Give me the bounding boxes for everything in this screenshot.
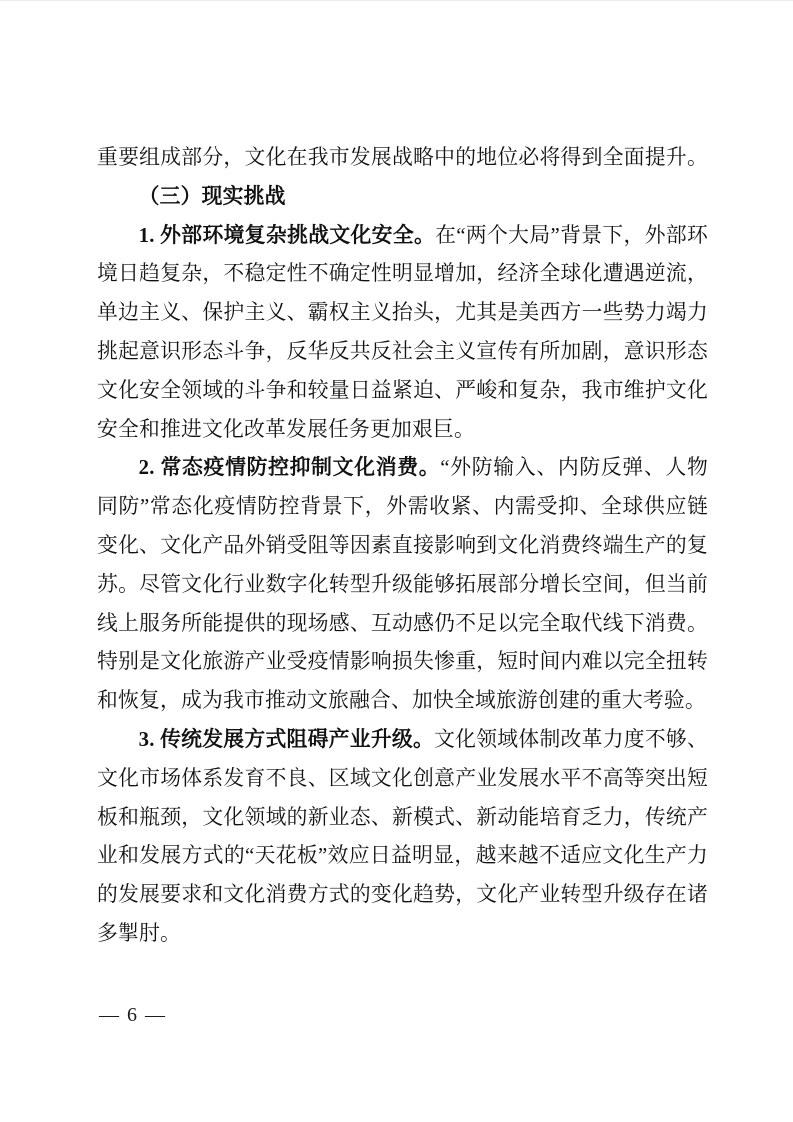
paragraph-2 bbox=[97, 449, 708, 721]
page-number: — 6 — bbox=[99, 1004, 167, 1026]
paragraph-1-text: 在“两个大局”背景下，外部环境日趋复杂，不稳定性不确定性明显增加，经济全球化遭遇逆流，单边主义、保护主义、霸权主义抬头，尤其是美西方一些势力竭力挑起意识形态斗争，反华反共反社会主义宣传有所加剧，意识形态文化安全领域的斗争和较量日益紧迫、严峻和复杂，我市维护文化安全和推进文化改革发展任务更加艰巨。 bbox=[97, 223, 708, 441]
paragraph-2-lead: 2. 常态疫情防控抑制文化消费。 bbox=[138, 456, 441, 480]
paragraph-1-lead: 1. 外部环境复杂挑战文化安全。 bbox=[138, 223, 436, 247]
document-body bbox=[97, 139, 708, 954]
paragraph-2-text: “外防输入、内防反弹、人物同防”常态化疫情防控背景下，外需收紧、内需受抑、全球供应链变化、文化产品外销受阻等因素直接影响到文化消费终端生产的复苏。尽管文化行业数字化转型升级能够拓展部分增长空间，但当前线上服务所能提供的现场感、互动感仍不足以完全取代线下消费。特别是文化旅游产业受疫情影响损失惨重，短时间内难以完全扭转和恢复，成为我市推动文旅融合、加快全域旅游创建的重大考验。 bbox=[97, 456, 708, 713]
section-heading: （三）现实挑战 bbox=[138, 184, 286, 208]
paragraph-3-text: 文化领域体制改革力度不够、文化市场体系发育不良、区域文化创意产业发展水平不高等突出短板和瓶颈，文化领域的新业态、新模式、新动能培育乏力，传统产业和发展方式的“天花板”效应日益明显，越来越不适应文化生产力的发展要求和文化消费方式的变化趋势，文化产业转型升级存在诸多掣肘。 bbox=[97, 727, 708, 945]
paragraph-1 bbox=[97, 217, 708, 450]
paragraph-3 bbox=[97, 721, 708, 954]
paragraph-3-lead: 3. 传统发展方式阻碍产业升级。 bbox=[138, 727, 435, 751]
paragraph-continuation: 重要组成部分，文化在我市发展战略中的地位必将得到全面提升。 bbox=[97, 146, 708, 169]
